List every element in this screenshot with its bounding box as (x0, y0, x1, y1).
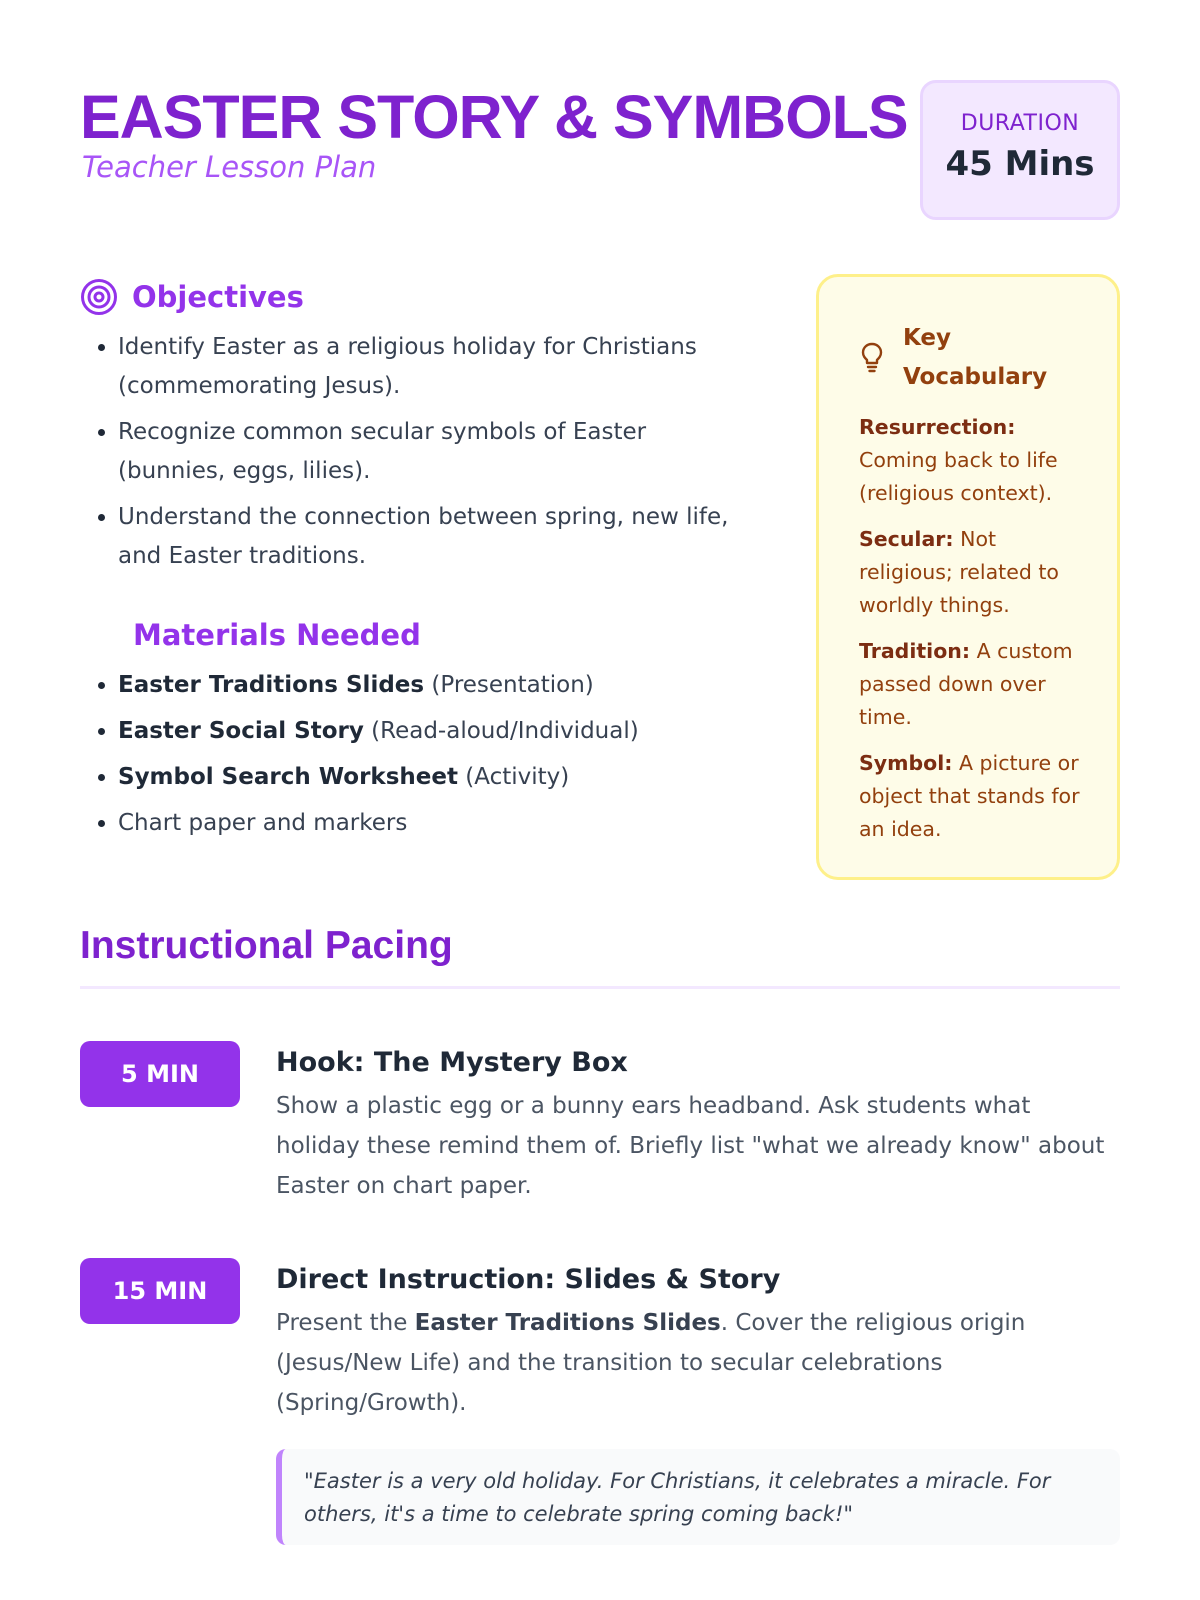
term-name: Secular: (859, 527, 954, 551)
section-divider (80, 986, 1120, 989)
duration-value: 45 Mins (945, 144, 1095, 184)
material-note: (Read-aloud/Individual) (363, 718, 639, 744)
materials-title: Materials Needed (133, 618, 421, 652)
key-vocabulary-box (816, 274, 1120, 880)
step-text: . Cover the religious origin (Jesus/New Life) and the transition to secular celebrations (Spring/Growth). (276, 1310, 1026, 1416)
term-definition: A picture or object that stands for an idea. (859, 751, 1080, 841)
material-item (118, 712, 760, 751)
material-note: (Presentation) (424, 672, 594, 698)
left-column (80, 274, 760, 850)
term-name: Symbol: (859, 751, 953, 775)
step-text-bold: Easter Traditions Slides (414, 1310, 721, 1336)
step-text: Present the (276, 1310, 415, 1336)
time-badge: 15 MIN (80, 1258, 240, 1324)
materials-list (80, 666, 760, 843)
vocabulary-heading (859, 319, 1081, 397)
header (80, 78, 1120, 228)
vocab-term (859, 523, 1081, 622)
vocab-term (859, 747, 1081, 846)
materials-heading (80, 612, 760, 658)
duration-label: DURATION (960, 111, 1080, 136)
page-title: EASTER STORY & SYMBOLS (80, 83, 908, 151)
term-definition: A custom passed down over time. (859, 639, 1073, 729)
objective-item: • Recognize common secular symbols of Easter (bunnies, eggs, lilies). (118, 413, 760, 491)
objectives-title: Objectives (132, 280, 304, 314)
step-title: Direct Instruction: Slides & Story (276, 1264, 781, 1295)
lightbulb-icon (859, 341, 885, 375)
material-note: Chart paper and markers (118, 810, 408, 836)
lesson-plan-page (80, 78, 1120, 1545)
target-icon (80, 278, 118, 316)
pacing-title: Instructional Pacing (80, 924, 453, 967)
page-subtitle: Teacher Lesson Plan (82, 150, 377, 184)
term-name: Tradition: (859, 639, 971, 663)
material-name: Easter Social Story (118, 718, 364, 744)
term-definition: Not religious; related to worldly things. (859, 527, 1059, 617)
objectives-list (80, 328, 760, 576)
vocab-term (859, 411, 1081, 510)
material-item (118, 666, 760, 705)
term-definition: Coming back to life (religious context). (859, 448, 1058, 505)
objective-item: • Understand the connection between spring, new life, and Easter traditions. (118, 498, 760, 576)
vocabulary-title: Key Vocabulary (903, 325, 1048, 390)
vocab-term (859, 635, 1081, 734)
time-badge: 5 MIN (80, 1041, 240, 1107)
step-title: Hook: The Mystery Box (276, 1047, 628, 1078)
material-name: Symbol Search Worksheet (118, 764, 458, 790)
step-description (276, 1303, 1120, 1423)
material-note: (Activity) (457, 764, 570, 790)
material-item (118, 804, 760, 843)
pacing-step (80, 1258, 1120, 1545)
duration-box (920, 80, 1120, 220)
instructional-pacing-section (80, 924, 1120, 1545)
term-name: Resurrection: (859, 415, 1016, 439)
material-item (118, 758, 760, 797)
step-description: Show a plastic egg or a bunny ears headband. Ask students what holiday these remind them of. Briefly list "what we already know" about Easter on chart paper. (276, 1093, 1105, 1199)
objective-item: • Identify Easter as a religious holiday for Christians (commemorating Jesus). (118, 328, 760, 406)
overview-section (80, 274, 1120, 924)
objectives-heading (80, 274, 760, 320)
material-name: Easter Traditions Slides (118, 672, 425, 698)
teacher-script-quote: "Easter is a very old holiday. For Christians, it celebrates a miracle. For others, it's a time to celebrate spring coming back!" (276, 1449, 1120, 1545)
pacing-step (80, 1041, 1120, 1206)
